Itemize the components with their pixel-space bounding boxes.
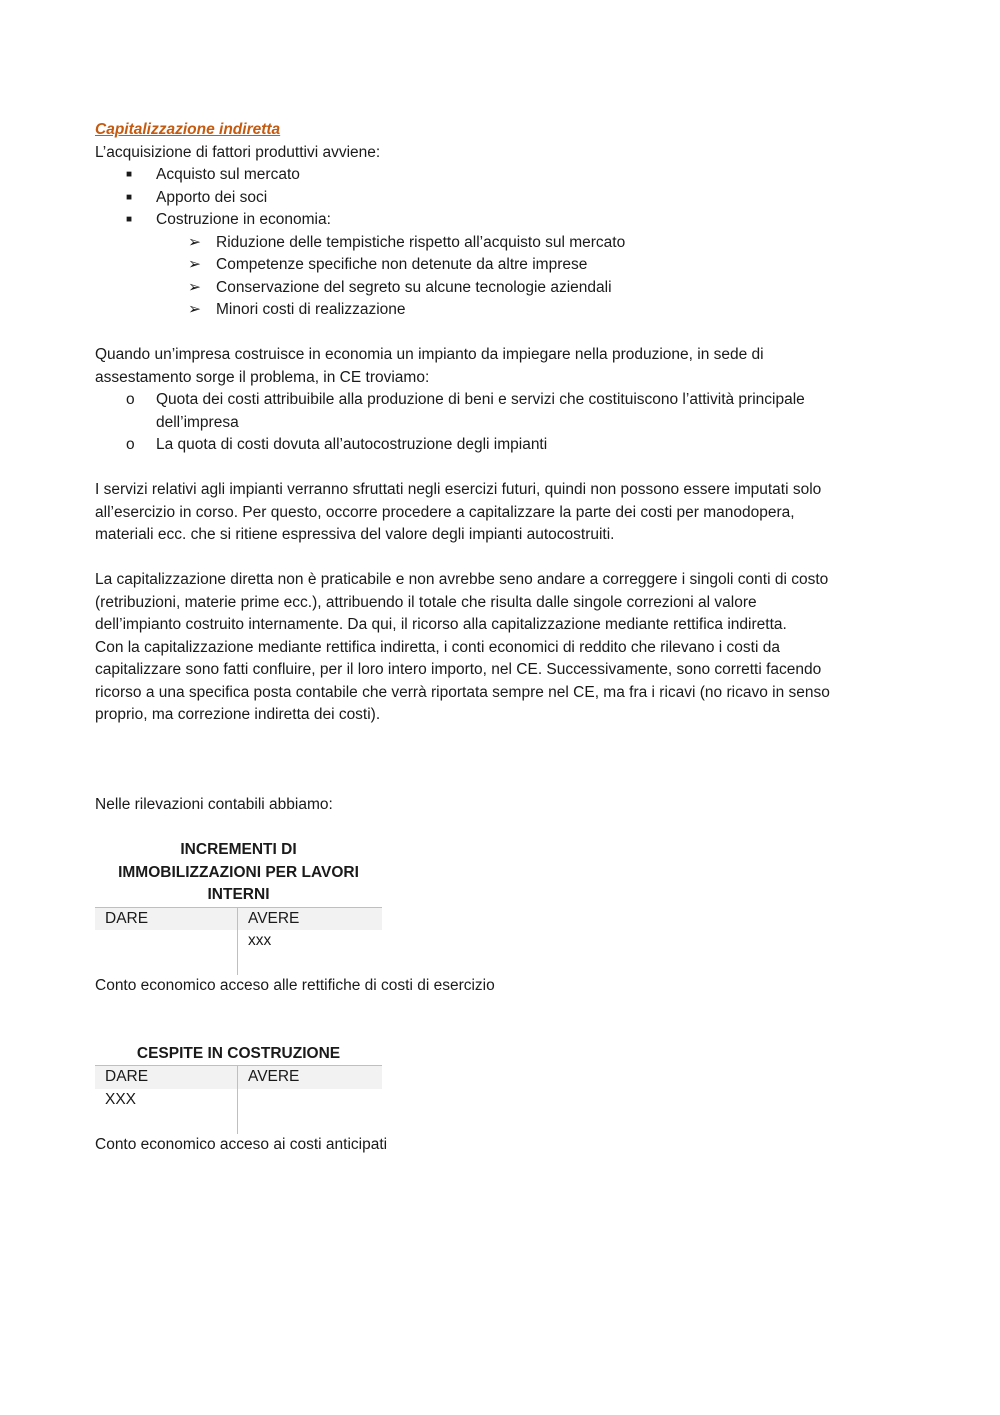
avere-header: AVERE xyxy=(248,909,300,927)
account-note: Conto economico acceso alle rettifiche di costi di esercizio xyxy=(95,977,495,994)
list-item: ➢ Conservazione del segreto su alcune tecnologie aziendali xyxy=(95,277,905,300)
paragraph-line: I servizi relativi agli impianti verranno sfruttati negli esercizi futuri, quindi non possono essere imputati solo xyxy=(95,481,822,498)
paragraph-line: assestamento sorge il problema, in CE troviamo: xyxy=(95,368,430,386)
paragraph-line: La capitalizzazione diretta non è praticabile e non avrebbe seno andare a correggere i singoli conti di costo xyxy=(95,571,829,588)
avere-value xyxy=(238,1089,381,1134)
paragraph-line: Con la capitalizzazione mediante rettifica indiretta, i conti economici di reddito che rilevano i costi da xyxy=(95,638,780,656)
arrow-bullet-icon: ➢ xyxy=(188,233,201,251)
avere-header: AVERE xyxy=(248,1068,300,1085)
arrow-bullet-icon: ➢ xyxy=(188,301,201,318)
list-item: ➢ Minori costi di realizzazione xyxy=(95,299,905,322)
t-account-cespite xyxy=(95,1043,382,1134)
paragraph-line: proprio, ma correzione indiretta dei costi). xyxy=(95,706,381,723)
square-bullet-icon: ■ xyxy=(126,169,133,180)
paragraph-line: materiali ecc. che si ritiene espressiva del valore degli impianti autocostruiti. xyxy=(95,526,615,543)
dare-header: DARE xyxy=(95,908,238,931)
t-account-title: CESPITE IN COSTRUZIONE xyxy=(136,1044,341,1062)
t-account-header xyxy=(95,907,382,931)
circle-bullet-icon: o xyxy=(126,436,135,453)
list-item: o Quota dei costi attribuibile alla produzione di beni e servizi che costituiscono l’attività principale xyxy=(95,389,905,412)
avere-value: xxx xyxy=(248,932,272,949)
arrow-bullet-icon: ➢ xyxy=(188,256,201,273)
t-account-body xyxy=(95,930,382,975)
intro-text: L’acquisizione di fattori produttivi avviene: xyxy=(95,143,381,161)
list-item: ➢ Riduzione delle tempistiche rispetto all’acquisto sul mercato xyxy=(95,232,905,255)
circle-bullet-icon: o xyxy=(126,391,135,408)
square-bullet-icon: ■ xyxy=(126,214,133,225)
paragraph-line: Quando un’impresa costruisce in economia un impianto da impiegare nella produzione, in sede di xyxy=(95,346,764,363)
paragraph-line: (retribuzioni, materie prime ecc.), attribuendo il totale che risulta dalle singole correzioni al valore xyxy=(95,593,757,611)
section-title: Capitalizzazione indiretta xyxy=(95,121,281,138)
t-account-body xyxy=(95,1089,382,1134)
t-account-title: IMMOBILIZZAZIONI PER LAVORI xyxy=(118,863,359,881)
records-intro: Nelle rilevazioni contabili abbiamo: xyxy=(95,796,333,813)
t-account-title: INTERNI xyxy=(207,886,270,903)
t-account-incrementi xyxy=(95,839,382,975)
list-item: ➢ Competenze specifiche non detenute da altre imprese xyxy=(95,254,905,277)
t-account-header xyxy=(95,1065,382,1089)
dare-value: XXX xyxy=(95,1089,238,1134)
paragraph-line: ricorso a una specifica posta contabile che verrà riportata sempre nel CE, ma fra i ricavi (no ricavo in senso xyxy=(95,683,830,701)
dare-header: DARE xyxy=(95,1066,238,1089)
square-bullet-icon: ■ xyxy=(126,191,133,203)
arrow-bullet-icon: ➢ xyxy=(188,278,201,296)
list-item: ■ Acquisto sul mercato xyxy=(95,164,905,187)
list-item: o La quota di costi dovuta all’autocostruzione degli impianti xyxy=(95,434,905,457)
dare-value xyxy=(95,930,238,975)
account-note: Conto economico acceso ai costi anticipati xyxy=(95,1135,388,1153)
list-item: ■ Apporto dei soci xyxy=(95,187,905,210)
paragraph-line: all’esercizio in corso. Per questo, occorre procedere a capitalizzare la parte dei costi per manodopera, xyxy=(95,503,795,521)
t-account-title: INCREMENTI DI xyxy=(180,841,297,858)
paragraph-line: dell’impianto costruito internamente. Da qui, il ricorso alla capitalizzazione mediante rettifica indiretta. xyxy=(95,616,787,633)
paragraph-line: capitalizzare sono fatti confluire, per il loro intero importo, nel CE. Successivamente, sono corretti facendo xyxy=(95,661,822,678)
list-item: ■ Costruzione in economia: xyxy=(95,209,905,232)
document-page xyxy=(95,119,905,1156)
list-item-continuation: dell’impresa xyxy=(156,413,239,431)
